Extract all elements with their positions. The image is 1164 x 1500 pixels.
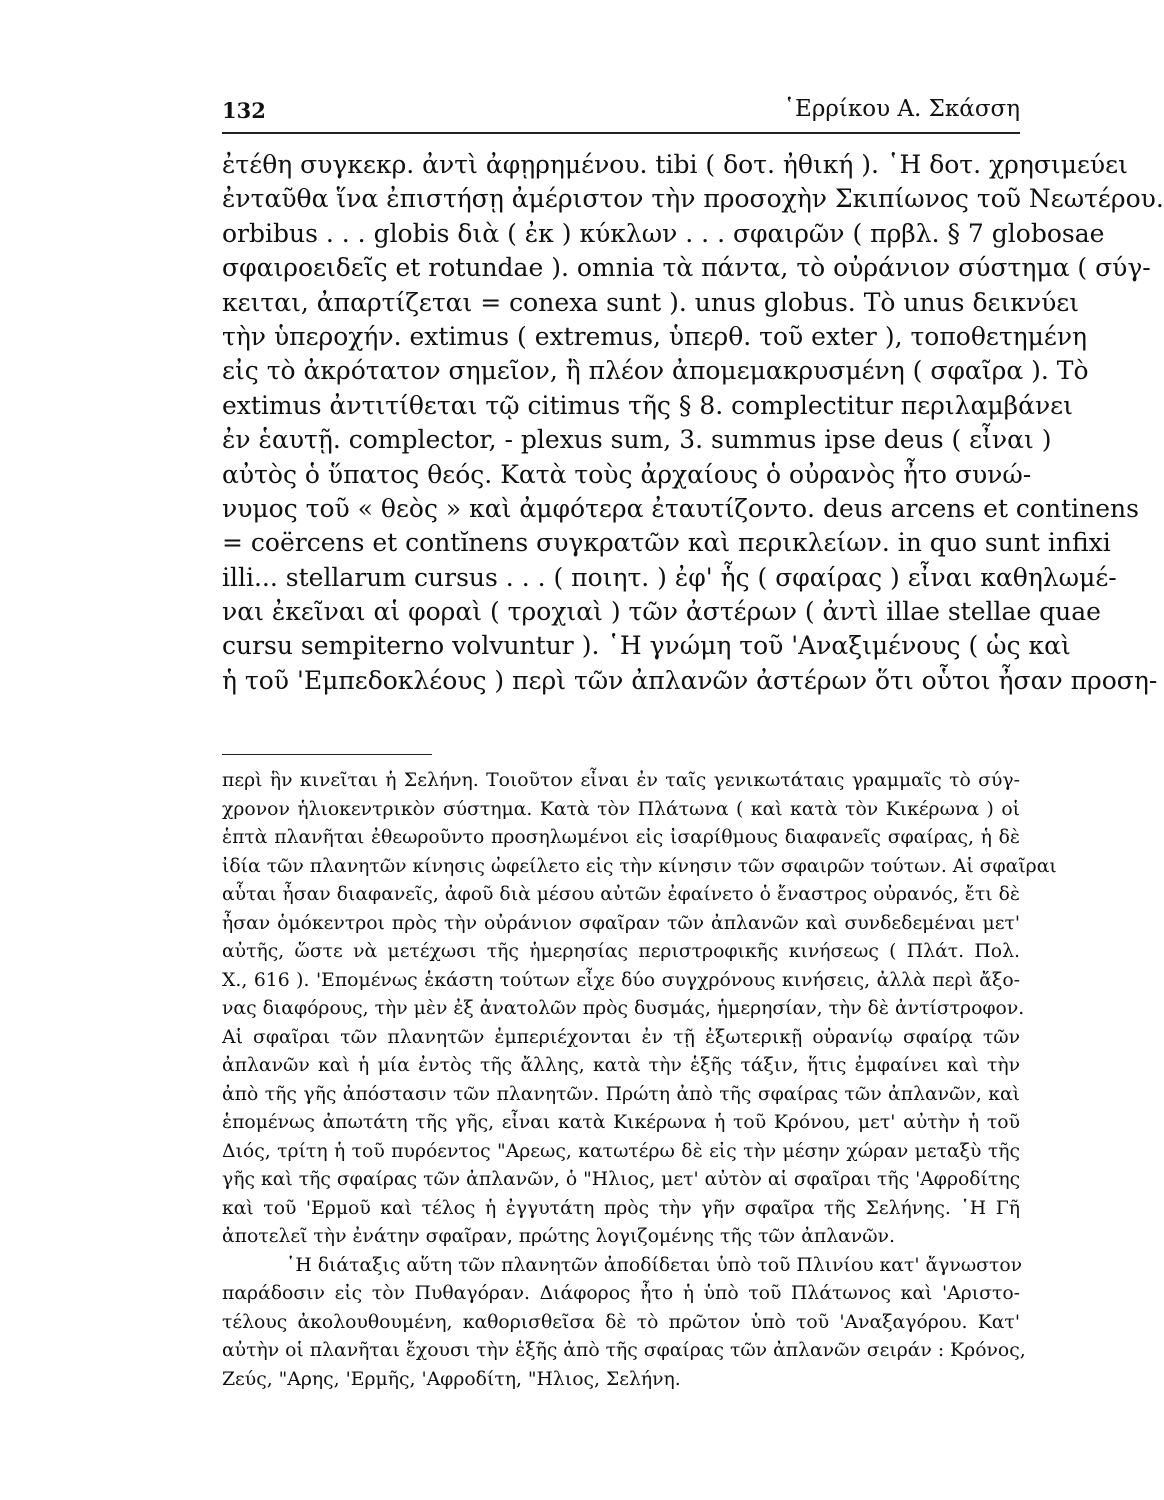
footnote-line: ἀπὸ τῆς γῆς ἀπόστασιν τῶν πλανητῶν. Πρώτη ἀπὸ τῆς σφαίρας τῶν ἀπλανῶν, καὶ [222,1083,1020,1105]
page-number: 132 [222,98,266,123]
text-line: ἐτέθη συγκεκρ. ἀντὶ ἀφῃρημένου. tibi ( δοτ. ἠθική ). ῾Η δοτ. χρησιμεύει [222,150,1128,179]
footnote-line: χρονον ἡλιοκεντρικὸν σύστημα. Κατὰ τὸν Πλάτωνα ( καὶ κατὰ τὸν Κικέρωνα ) οἱ [222,798,1020,820]
footnote-line: ἦσαν ὁμόκεντροι πρὸς τὴν οὐράνιον σφαῖραν τῶν ἀπλανῶν καὶ συνδεδεμέναι μετ' [222,912,1020,934]
text-line: = coërcens et contĭnens συγκρατῶν καὶ περικλείων. in quo sunt infixi [222,528,1111,558]
running-head: ῾Ερρίκου Α. Σκάσση [783,96,1020,122]
footnote-line: αὐτὴν οἱ πλανῆται ἔχουσι τὴν ἑξῆς ἀπὸ τῆς σφαίρας τῶν ἀπλανῶν σειράν : Κρόνος, [222,1340,1026,1361]
footnote-line: Ζεύς, "Αρης, 'Ερμῆς, 'Αφροδίτη, "Ηλιος, Σελήνη. [222,1368,681,1390]
text-line: orbibus . . . globis διὰ ( ἐκ ) κύκλων . . . σφαιρῶν ( πρβλ. § 7 globosae [222,218,1105,248]
text-line: εἰς τὸ ἀκρότατον σημεῖον, ἢ πλέον ἀπομεμακρυσμένη ( σφαῖρα ). Τὸ [222,356,1089,386]
footnote-line: Χ., 616 ). 'Επομένως ἑκάστη τούτων εἶχε δύο συγχρόνους κινήσεις, ἀλλὰ περὶ ἄξο- [222,969,1020,991]
text-line: cursu sempiterno volvuntur ). ῾Η γνώμη τοῦ 'Αναξιμένους ( ὡς καὶ [222,631,1071,661]
footnote-line: γῆς καὶ τῆς σφαίρας τῶν ἀπλανῶν, ὁ "Ηλιος, μετ' αὐτὸν αἱ σφαῖραι τῆς 'Αφροδίτης [222,1169,1021,1190]
page-header [222,92,1020,134]
footnote-rule [222,754,432,755]
footnote-line: ἰδία τῶν πλανητῶν κίνησις ὠφείλετο εἰς τὴν κίνησιν τῶν σφαιρῶν τούτων. Αἱ σφαῖραι [222,855,1057,877]
footnote-line: Διός, τρίτη ἡ τοῦ πυρόεντος "Αρεως, κατωτέρω δὲ εἰς τὴν μέσην χώραν μεταξὺ τῆς [222,1140,1020,1162]
footnote-line: αὗται ἦσαν διαφανεῖς, ἀφοῦ διὰ μέσου αὐτῶν ἐφαίνετο ὁ ἔναστρος οὐρανός, ἔτι δὲ [222,884,1020,905]
footnote-line: ἀπλανῶν καὶ ἡ μία ἐντὸς τῆς ἄλλης, κατὰ τὴν ἑξῆς τάξιν, ἥτις ἐμφαίνει καὶ τὴν [222,1055,1020,1076]
text-line: ἡ τοῦ 'Εμπεδοκλέους ) περὶ τῶν ἀπλανῶν ἀστέρων ὅτι οὗτοι ἦσαν προση- [222,665,1158,695]
footnote-line: ἑπτὰ πλανῆται ἐθεωροῦντο προσηλωμένοι εἰς ἰσαρίθμους διαφανεῖς σφαίρας, ἡ δὲ [222,827,1020,848]
footnote-line: νας διαφόρους, τὴν μὲν ἐξ ἀνατολῶν πρὸς δυσμάς, ἡμερησίαν, τὴν δὲ ἀντίστροφον. [222,998,1025,1019]
footnote-line: ῾Η διάταξις αὕτη τῶν πλανητῶν ἀποδίδεται ὑπὸ τοῦ Πλινίου κατ' ἄγνωστον [286,1254,1023,1276]
text-line: αὐτὸς ὁ ὕπατος θεός. Κατὰ τοὺς ἀρχαίους ὁ οὐρανὸς ἦτο συνώ- [222,459,1032,489]
text-line: σφαιροειδεῖς et rotundae ). omnia τὰ πάντα, τὸ οὐράνιον σύστημα ( σύγ- [222,253,1151,283]
footnotes [222,767,1057,1394]
footnote-line: αὐτῆς, ὥστε νὰ μετέχωσι τῆς ἡμερησίας περιστροφικῆς κινήσεως ( Πλάτ. Πολ. [222,941,1020,962]
text-line: ἐν ἑαυτῇ. complector, - plexus sum, 3. summus ipse deus ( εἶναι ) [222,425,1052,455]
footnote-line: Αἱ σφαῖραι τῶν πλανητῶν ἐμπεριέχονται ἐν τῇ ἐξωτερικῇ οὐρανίῳ σφαίρᾳ τῶν [222,1026,1020,1048]
text-line: κειται, ἀπαρτίζεται = conexa sunt ). unus globus. Τὸ unus δεικνύει [222,287,1080,317]
footnote-line: περὶ ἣν κινεῖται ἡ Σελήνη. Τοιοῦτον εἶναι ἐν ταῖς γενικωτάταις γραμμαῖς τὸ σύγ- [222,770,1020,791]
main-text [222,148,1164,698]
text-line: extimus ἀντιτίθεται τῷ citimus τῆς § 8. complectitur περιλαμβάνει [222,390,1073,420]
footnote-line: ἑπομένως ἀπωτάτη τῆς γῆς, εἶναι κατὰ Κικέρωνα ἡ τοῦ Κρόνου, μετ' αὐτὴν ἡ τοῦ [222,1112,1020,1133]
footnote-line: ἀποτελεῖ τὴν ἐνάτην σφαῖραν, πρώτης λογιζομένης τῆς τῶν ἀπλανῶν. [222,1226,895,1247]
text-line: νυμος τοῦ « θεὸς » καὶ ἀμφότερα ἐταυτίζοντο. deus arcens et continens [222,493,1139,523]
footnote-line: καὶ τοῦ 'Ερμοῦ καὶ τέλος ἡ ἐγγυτάτη πρὸς τὴν γῆν σφαῖρα τῆς Σελήνης. ῾Η Γῆ [222,1197,1020,1219]
footnote-line: παράδοσιν εἰς τὸν Πυθαγόραν. Διάφορος ἦτο ἡ ὑπὸ τοῦ Πλάτωνος καὶ 'Αριστο- [222,1283,1020,1304]
text-line: illi... stellarum cursus . . . ( ποιητ. ) ἐφ' ἧς ( σφαίρας ) εἶναι καθηλωμέ- [222,562,1117,592]
footnote-line: τέλους ἀκολουθουμένη, καθορισθεῖσα δὲ τὸ πρῶτον ὑπὸ τοῦ 'Αναξαγόρου. Κατ' [222,1311,1020,1333]
text-line: ἐνταῦθα ἵνα ἐπιστήσῃ ἀμέριστον τὴν προσοχὴν Σκιπίωνος τοῦ Νεωτέρου. [222,184,1164,214]
text-line: ναι ἐκεῖναι αἱ φοραὶ ( τροχιαὶ ) τῶν ἀστέρων ( ἀντὶ illae stellae quae [222,597,1101,627]
text-line: τὴν ὑπεροχήν. extimus ( extremus, ὑπερθ. τοῦ exter ), τοποθετημένη [222,321,1088,351]
